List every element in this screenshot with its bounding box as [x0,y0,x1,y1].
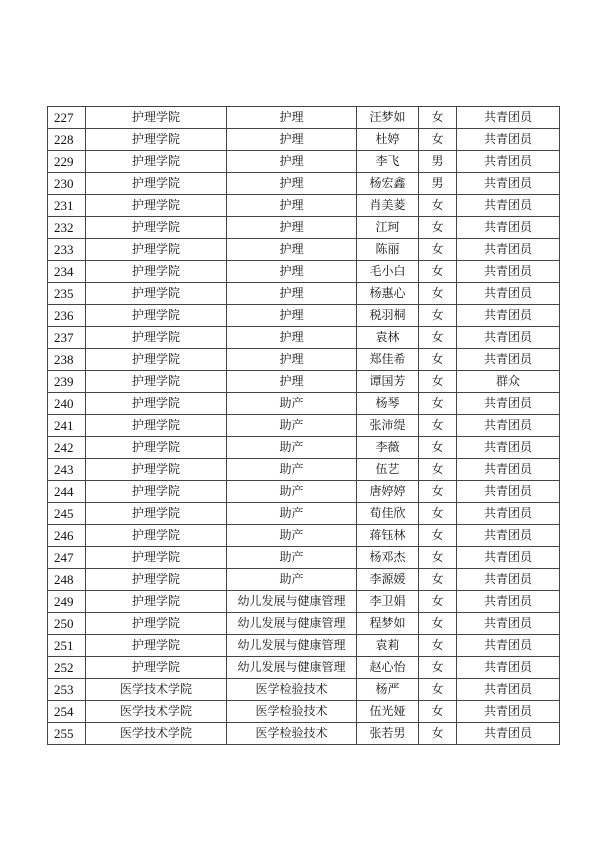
table-row [48,459,560,481]
table-row [48,657,560,679]
gender-cell: 女 [419,723,457,745]
table-row [48,547,560,569]
major-cell: 幼儿发展与健康管理 [227,657,357,679]
college-cell: 护理学院 [86,525,227,547]
student-name-cell: 李卫娟 [357,591,419,613]
gender-cell: 女 [419,679,457,701]
political-status-cell: 共青团员 [457,657,560,679]
political-status-cell: 群众 [457,371,560,393]
gender-cell: 女 [419,195,457,217]
student-name-cell: 汪梦如 [357,107,419,129]
student-name-cell: 陈丽 [357,239,419,261]
row-number-cell: 239 [48,371,86,393]
gender-cell: 女 [419,393,457,415]
row-number-cell: 234 [48,261,86,283]
college-cell: 护理学院 [86,569,227,591]
major-cell: 助产 [227,437,357,459]
major-cell: 护理 [227,195,357,217]
row-number-cell: 240 [48,393,86,415]
table-row [48,107,560,129]
table-row [48,437,560,459]
student-name-cell: 伍艺 [357,459,419,481]
row-number-cell: 227 [48,107,86,129]
major-cell: 护理 [227,151,357,173]
student-name-cell: 李薇 [357,437,419,459]
political-status-cell: 共青团员 [457,503,560,525]
major-cell: 护理 [227,261,357,283]
political-status-cell: 共青团员 [457,569,560,591]
table-row [48,569,560,591]
political-status-cell: 共青团员 [457,217,560,239]
student-name-cell: 毛小白 [357,261,419,283]
college-cell: 护理学院 [86,173,227,195]
table-row [48,151,560,173]
political-status-cell: 共青团员 [457,613,560,635]
major-cell: 幼儿发展与健康管理 [227,613,357,635]
table-row [48,349,560,371]
student-name-cell: 程梦如 [357,613,419,635]
table-row [48,635,560,657]
political-status-cell: 共青团员 [457,305,560,327]
student-name-cell: 杨宏鑫 [357,173,419,195]
student-name-cell: 税羽桐 [357,305,419,327]
college-cell: 护理学院 [86,371,227,393]
political-status-cell: 共青团员 [457,437,560,459]
row-number-cell: 233 [48,239,86,261]
college-cell: 护理学院 [86,151,227,173]
gender-cell: 女 [419,107,457,129]
political-status-cell: 共青团员 [457,393,560,415]
student-name-cell: 赵心怡 [357,657,419,679]
row-number-cell: 253 [48,679,86,701]
major-cell: 助产 [227,547,357,569]
gender-cell: 女 [419,327,457,349]
college-cell: 护理学院 [86,305,227,327]
student-name-cell: 蒋钰林 [357,525,419,547]
college-cell: 护理学院 [86,349,227,371]
gender-cell: 女 [419,591,457,613]
student-name-cell: 张若男 [357,723,419,745]
college-cell: 护理学院 [86,393,227,415]
student-name-cell: 肖美菱 [357,195,419,217]
gender-cell: 女 [419,503,457,525]
major-cell: 医学检验技术 [227,701,357,723]
row-number-cell: 250 [48,613,86,635]
political-status-cell: 共青团员 [457,415,560,437]
table-row [48,415,560,437]
major-cell: 助产 [227,481,357,503]
row-number-cell: 249 [48,591,86,613]
student-name-cell: 杨琴 [357,393,419,415]
table-row [48,723,560,745]
table-row [48,481,560,503]
political-status-cell: 共青团员 [457,723,560,745]
row-number-cell: 229 [48,151,86,173]
student-name-cell: 谭国芳 [357,371,419,393]
college-cell: 护理学院 [86,591,227,613]
gender-cell: 女 [419,437,457,459]
political-status-cell: 共青团员 [457,701,560,723]
student-name-cell: 唐婷婷 [357,481,419,503]
row-number-cell: 243 [48,459,86,481]
table-row [48,327,560,349]
college-cell: 护理学院 [86,129,227,151]
student-name-cell: 袁莉 [357,635,419,657]
row-number-cell: 255 [48,723,86,745]
table-row [48,679,560,701]
college-cell: 护理学院 [86,613,227,635]
political-status-cell: 共青团员 [457,107,560,129]
gender-cell: 女 [419,239,457,261]
college-cell: 护理学院 [86,327,227,349]
political-status-cell: 共青团员 [457,283,560,305]
student-name-cell: 杨邓杰 [357,547,419,569]
roster-table-body [48,107,560,745]
major-cell: 护理 [227,349,357,371]
political-status-cell: 共青团员 [457,591,560,613]
college-cell: 护理学院 [86,217,227,239]
student-name-cell: 李源媛 [357,569,419,591]
political-status-cell: 共青团员 [457,261,560,283]
gender-cell: 女 [419,129,457,151]
major-cell: 护理 [227,129,357,151]
gender-cell: 男 [419,151,457,173]
major-cell: 护理 [227,217,357,239]
gender-cell: 女 [419,569,457,591]
row-number-cell: 246 [48,525,86,547]
table-row [48,525,560,547]
gender-cell: 女 [419,547,457,569]
college-cell: 医学技术学院 [86,679,227,701]
student-name-cell: 江珂 [357,217,419,239]
political-status-cell: 共青团员 [457,151,560,173]
college-cell: 护理学院 [86,635,227,657]
college-cell: 护理学院 [86,547,227,569]
major-cell: 幼儿发展与健康管理 [227,591,357,613]
college-cell: 医学技术学院 [86,701,227,723]
table-row [48,591,560,613]
political-status-cell: 共青团员 [457,481,560,503]
major-cell: 医学检验技术 [227,723,357,745]
major-cell: 护理 [227,283,357,305]
gender-cell: 女 [419,217,457,239]
student-name-cell: 袁林 [357,327,419,349]
political-status-cell: 共青团员 [457,195,560,217]
political-status-cell: 共青团员 [457,547,560,569]
major-cell: 护理 [227,371,357,393]
major-cell: 助产 [227,459,357,481]
major-cell: 助产 [227,569,357,591]
major-cell: 助产 [227,415,357,437]
table-row [48,393,560,415]
table-row [48,129,560,151]
roster-table [47,106,560,745]
row-number-cell: 231 [48,195,86,217]
college-cell: 护理学院 [86,261,227,283]
gender-cell: 男 [419,173,457,195]
table-row [48,239,560,261]
college-cell: 护理学院 [86,283,227,305]
college-cell: 医学技术学院 [86,723,227,745]
college-cell: 护理学院 [86,239,227,261]
gender-cell: 女 [419,261,457,283]
gender-cell: 女 [419,459,457,481]
major-cell: 护理 [227,107,357,129]
row-number-cell: 247 [48,547,86,569]
major-cell: 护理 [227,239,357,261]
row-number-cell: 236 [48,305,86,327]
row-number-cell: 248 [48,569,86,591]
gender-cell: 女 [419,415,457,437]
table-row [48,217,560,239]
student-name-cell: 杨惠心 [357,283,419,305]
table-row [48,305,560,327]
gender-cell: 女 [419,635,457,657]
row-number-cell: 245 [48,503,86,525]
row-number-cell: 230 [48,173,86,195]
gender-cell: 女 [419,349,457,371]
political-status-cell: 共青团员 [457,525,560,547]
row-number-cell: 235 [48,283,86,305]
row-number-cell: 254 [48,701,86,723]
gender-cell: 女 [419,657,457,679]
student-name-cell: 郑佳希 [357,349,419,371]
college-cell: 护理学院 [86,195,227,217]
political-status-cell: 共青团员 [457,173,560,195]
row-number-cell: 242 [48,437,86,459]
political-status-cell: 共青团员 [457,349,560,371]
row-number-cell: 238 [48,349,86,371]
political-status-cell: 共青团员 [457,239,560,261]
college-cell: 护理学院 [86,107,227,129]
major-cell: 幼儿发展与健康管理 [227,635,357,657]
student-name-cell: 杨严 [357,679,419,701]
table-row [48,503,560,525]
table-row [48,371,560,393]
political-status-cell: 共青团员 [457,679,560,701]
gender-cell: 女 [419,371,457,393]
college-cell: 护理学院 [86,481,227,503]
major-cell: 护理 [227,305,357,327]
table-row [48,613,560,635]
major-cell: 助产 [227,525,357,547]
college-cell: 护理学院 [86,415,227,437]
college-cell: 护理学院 [86,459,227,481]
major-cell: 护理 [227,327,357,349]
college-cell: 护理学院 [86,657,227,679]
table-row [48,701,560,723]
table-row [48,173,560,195]
political-status-cell: 共青团员 [457,459,560,481]
college-cell: 护理学院 [86,437,227,459]
major-cell: 助产 [227,503,357,525]
table-row [48,261,560,283]
student-name-cell: 伍光娅 [357,701,419,723]
political-status-cell: 共青团员 [457,129,560,151]
gender-cell: 女 [419,701,457,723]
row-number-cell: 232 [48,217,86,239]
student-name-cell: 李飞 [357,151,419,173]
gender-cell: 女 [419,613,457,635]
gender-cell: 女 [419,481,457,503]
row-number-cell: 241 [48,415,86,437]
row-number-cell: 237 [48,327,86,349]
row-number-cell: 244 [48,481,86,503]
student-name-cell: 杜婷 [357,129,419,151]
table-row [48,283,560,305]
row-number-cell: 251 [48,635,86,657]
student-name-cell: 张沛缇 [357,415,419,437]
political-status-cell: 共青团员 [457,327,560,349]
major-cell: 医学检验技术 [227,679,357,701]
gender-cell: 女 [419,525,457,547]
college-cell: 护理学院 [86,503,227,525]
student-name-cell: 荀佳欣 [357,503,419,525]
row-number-cell: 252 [48,657,86,679]
table-row [48,195,560,217]
gender-cell: 女 [419,305,457,327]
major-cell: 护理 [227,173,357,195]
political-status-cell: 共青团员 [457,635,560,657]
major-cell: 助产 [227,393,357,415]
gender-cell: 女 [419,283,457,305]
row-number-cell: 228 [48,129,86,151]
